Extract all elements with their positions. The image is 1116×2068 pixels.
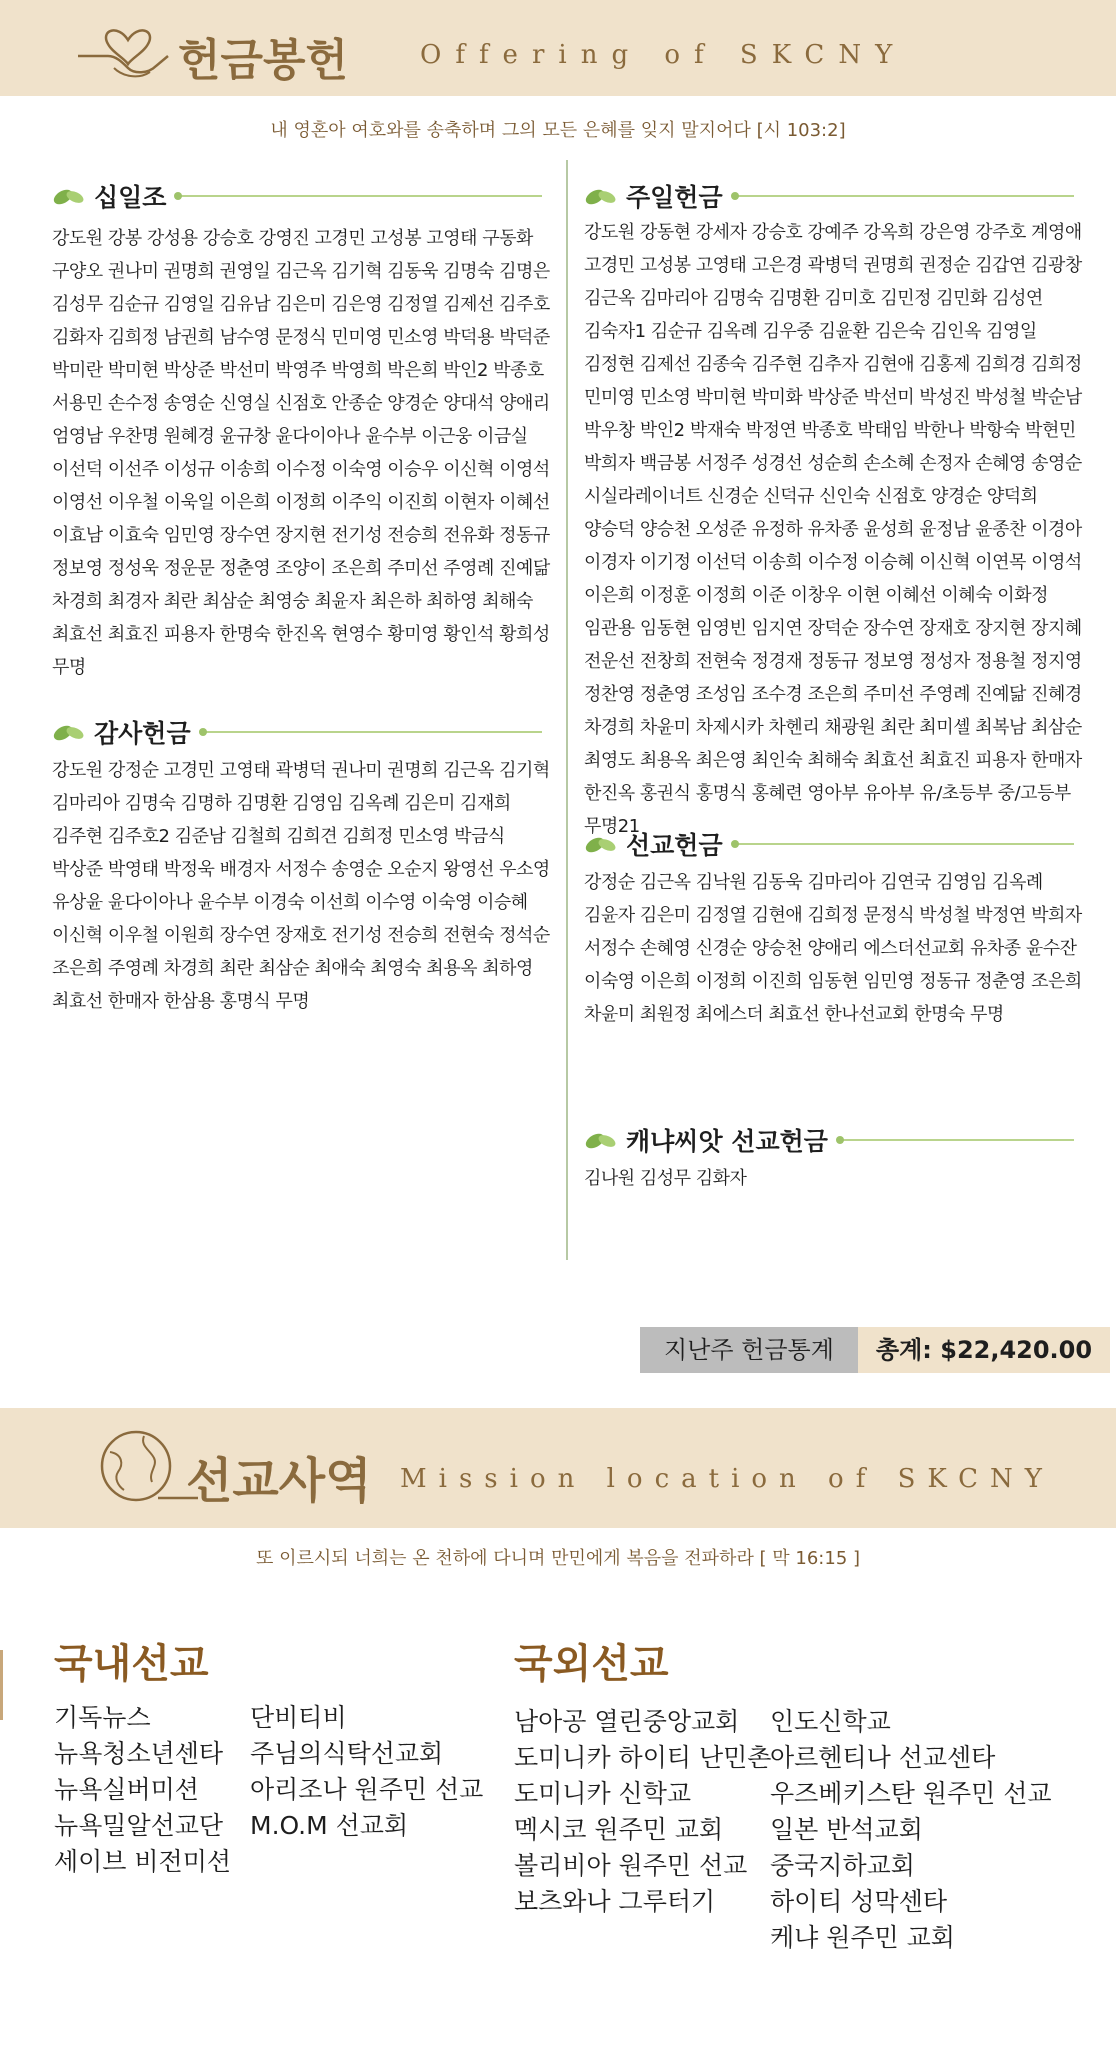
offering-title-en: Offering of SKCNY	[420, 40, 907, 70]
leaf-icon	[584, 833, 618, 855]
mission-offering-section-head	[584, 826, 1074, 862]
offering-header-band	[0, 0, 1116, 96]
overseas-item: 남아공 열린중앙교회	[514, 1707, 740, 1736]
overseas-item: 볼리비아 원주민 선교	[514, 1851, 748, 1880]
overseas-item: 중국지하교회	[770, 1851, 915, 1880]
domestic-item: 주님의식탁선교회	[250, 1739, 444, 1768]
mission-verse: 또 이르시되 너희는 온 천하에 다니며 만민에게 복음을 전파하라 [ 막 16:15 ]	[255, 1548, 861, 1569]
domestic-item: M.O.M 선교회	[250, 1811, 409, 1840]
domestic-item: 아리조나 원주민 선교	[250, 1775, 484, 1804]
stats-total: 총계: $22,420.00	[858, 1327, 1110, 1373]
sunday-divider	[735, 195, 1074, 197]
leaf-icon	[584, 185, 618, 207]
overseas-item: 하이티 성막센타	[770, 1887, 947, 1916]
page-edge-mark	[0, 1650, 3, 1720]
overseas-item: 우즈베키스탄 원주민 선교	[770, 1779, 1052, 1808]
domestic-item: 뉴욕청소년센타	[54, 1739, 224, 1768]
domestic-item: 기독뉴스	[54, 1703, 151, 1732]
overseas-item: 멕시코 원주민 교회	[514, 1815, 724, 1844]
overseas-item: 보츠와나 그루터기	[514, 1887, 716, 1916]
mission-offering-title: 선교헌금	[626, 831, 723, 860]
tithe-divider	[178, 195, 542, 197]
thanks-title: 감사헌금	[94, 719, 191, 748]
overseas-item: 도미니카 신학교	[514, 1779, 691, 1808]
heart-hands-icon	[78, 10, 178, 90]
stats-label: 지난주 헌금통계	[640, 1327, 858, 1373]
mission-offering-divider	[735, 843, 1074, 845]
tithe-section-head	[52, 178, 542, 214]
overseas-item: 일본 반석교회	[770, 1815, 923, 1844]
globe-icon	[88, 1424, 198, 1514]
offering-verse: 내 영혼아 여호와를 송축하며 그의 모든 은혜를 잊지 말지어다 [시 103:2]	[270, 120, 846, 141]
mission-header-band	[0, 1408, 1116, 1528]
overseas-list-col1	[514, 1704, 771, 1920]
overseas-title: 국외선교	[514, 1641, 669, 1687]
domestic-item: 뉴욕밀알선교단	[54, 1811, 224, 1840]
overseas-item: 아르헨티나 선교센타	[770, 1743, 996, 1772]
domestic-title: 국내선교	[54, 1641, 209, 1687]
overseas-item: 케냐 원주민 교회	[770, 1923, 955, 1952]
leaf-icon	[52, 185, 86, 207]
leaf-icon	[52, 721, 86, 743]
offering-title-ko: 헌금봉헌	[178, 35, 349, 86]
thanks-divider	[203, 731, 542, 733]
sunday-title: 주일헌금	[626, 183, 723, 212]
domestic-item: 단비티비	[250, 1703, 347, 1732]
canaan-names: 김나원 김성무 김화자	[584, 1168, 747, 1189]
sunday-names: 강도원 강동현 강세자 강승호 강예주 강옥희 강은영 강주호 계영애 고경민 고성봉 고영태 고은경 곽병덕 권명희 권정순 김갑연 김광창 김근옥 김마리아 김명숙 김명환 김미호 김민정 김민화 김성연 김숙자1 김순규 김옥례 김우중 김윤환 김은숙 김인옥 김영일 김정현 김제선 김종숙 김주현 김추자 김현애 김홍제 김희경 김희정 민미영 민소영 박미현 박미화 박상준 박선미 박성진 박성철 박순남 박우창 박인2 박재숙 박정연 박종호 박태임 박한나 박항숙 박현민 박희자 백금봉 서정주 성경선 성순희 손소혜 손정자 손혜영 송영순 시실라레이너트 신경순 신덕규 신인숙 신점호 양경순 양덕희 양승덕 양승천 오성준 유정하 유차종 윤성희 윤정남 윤종찬 이경아 이경자 이기정 이선덕 이송희 이수정 이승혜 이신혁 이연목 이영석 이은희 이정훈 이정희 이준 이창우 이현 이혜선 이혜숙 이화정 임관용 임동현 임영빈 임지연 장덕순 장수연 장재호 장지현 장지혜 전운선 전창희 전현숙 정경재 정동규 정보영 정성자 정용철 정지영 정찬영 정춘영 조성임 조수경 조은희 주미선 주영례 진예닮 진혜경 차경희 차윤미 차제시카 차헨리 채광원 최란 최미셸 최복남 최삼순 최영도 최용옥 최은영 최인숙 최해숙 최효선 최효진 피용자 한매자 한진옥 홍권식 홍명식 홍혜련 영아부 유아부 유/초등부 중/고등부 무명21	[584, 222, 1082, 837]
column-divider	[566, 160, 568, 1260]
domestic-list-col2	[250, 1700, 483, 1844]
overseas-item: 인도신학교	[770, 1707, 891, 1736]
domestic-item: 세이브 비전미션	[54, 1847, 231, 1876]
mission-title-ko: 선교사역	[186, 1453, 372, 1509]
canaan-title: 캐냐씨앗 선교헌금	[626, 1127, 828, 1156]
overseas-item: 도미니카 하이티 난민촌	[514, 1743, 772, 1772]
domestic-list-col1	[54, 1700, 231, 1880]
tithe-title: 십일조	[94, 183, 167, 212]
leaf-icon	[584, 1129, 618, 1151]
overseas-list-col2	[770, 1704, 1052, 1956]
sunday-section-head	[584, 178, 1074, 214]
canaan-divider	[840, 1139, 1074, 1141]
mission-title-en: Mission location of SKCNY	[400, 1464, 1054, 1494]
thanks-names: 강도원 강정순 고경민 고영태 곽병덕 권나미 권명희 김근옥 김기혁 김마리아 김명숙 김명하 김명환 김영임 김옥례 김은미 김재희 김주현 김주호2 김준남 김철희 김희견 김희정 민소영 박금식 박상준 박영태 박정욱 배경자 서정수 송영순 오순지 왕영선 우소영 유상윤 윤다이아나 윤수부 이경숙 이선희 이수영 이숙영 이승혜 이신혁 이우철 이원희 장수연 장재호 전기성 전승희 전현숙 정석순 조은희 주영례 차경희 최란 최삼순 최애숙 최영숙 최용옥 최하영 최효선 한매자 한삼용 홍명식 무명	[52, 760, 550, 1012]
canaan-section-head	[584, 1122, 1074, 1158]
offering-stats	[640, 1327, 1110, 1373]
mission-offering-names: 강정순 김근옥 김낙원 김동욱 김마리아 김연국 김영임 김옥례 김윤자 김은미 김정열 김현애 김희정 문정식 박성철 박정연 박희자 서정수 손혜영 신경순 양승천 양애리 에스더선교회 유차종 윤수잔 이숙영 이은희 이정희 이진희 임동현 임민영 정동규 정춘영 조은희 차윤미 최원정 최에스더 최효선 한나선교회 한명숙 무명	[584, 872, 1082, 1025]
thanks-section-head	[52, 714, 542, 750]
tithe-names: 강도원 강봉 강성용 강승호 강영진 고경민 고성봉 고영태 구동화 구양오 권나미 권명희 권영일 김근옥 김기혁 김동욱 김명숙 김명은 김성무 김순규 김영일 김유남 김은미 김은영 김정열 김제선 김주호 김화자 김희정 남권희 남수영 문정식 민미영 민소영 박덕용 박덕준 박미란 박미현 박상준 박선미 박영주 박영희 박은희 박인2 박종호 서용민 손수정 송영순 신영실 신점호 안종순 양경순 양대석 양애리 엄영남 우찬명 원혜경 윤규창 윤다이아나 윤수부 이근웅 이금실 이선덕 이선주 이성규 이송희 이수정 이숙영 이승우 이신혁 이영석 이영선 이우철 이욱일 이은희 이정희 이주익 이진희 이현자 이혜선 이효남 이효숙 임민영 장수연 장지현 전기성 전승희 전유화 정동규 정보영 정성욱 정운문 정춘영 조양이 조은희 주미선 주영례 진예닮 차경희 최경자 최란 최삼순 최영숭 최윤자 최은하 최하영 최해숙 최효선 최효진 피용자 한명숙 한진옥 현영수 황미영 황인석 황희성 무명	[52, 228, 550, 678]
domestic-item: 뉴욕실버미션	[54, 1775, 199, 1804]
